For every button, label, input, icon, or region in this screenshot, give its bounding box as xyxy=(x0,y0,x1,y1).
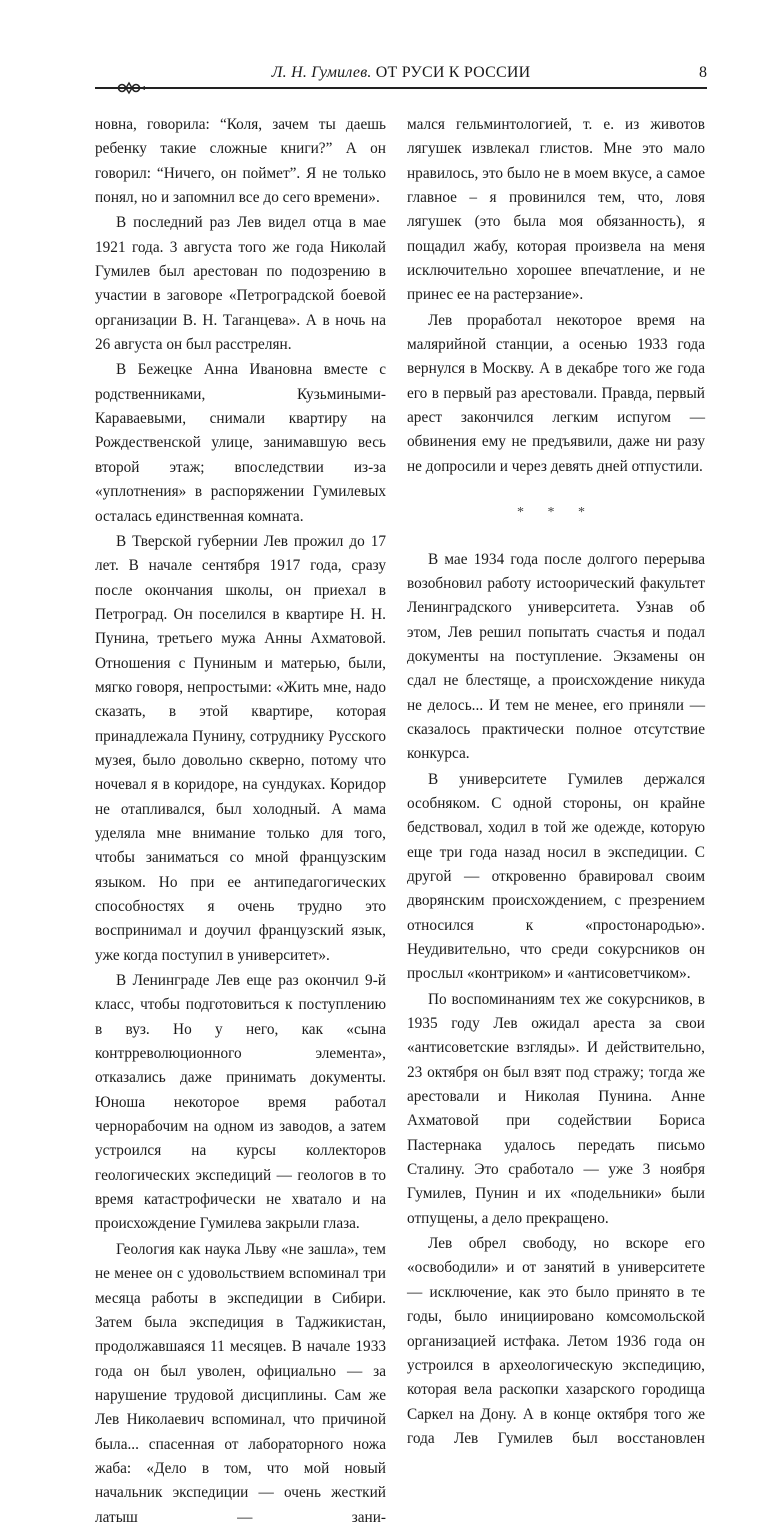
section-separator: * * * xyxy=(517,505,595,521)
running-header xyxy=(95,62,707,86)
paragraph: В университете Гумилев держался особняком. С одной стороны, он крайне бедствовал, ходил в той же одежде, которую еще три года назад носил в экспедиции. С другой — откровенно бравировал своим дворянским происхождением, с презрением относился к «простонародью». Неудивительно, что среди сокурсников он прослыл «контриком» и «антисоветчиком». xyxy=(407,770,705,983)
paragraph: В Бежецке Анна Ивановна вместе с родственниками, Кузьмиными-Караваевыми, снимали квартиру на Рождественской улице, занимавшую весь второй этаж; впоследствии из-за «уплотнения» в распоряжении Гумилевых осталась единственная комната. xyxy=(95,361,386,525)
book-title: ОТ РУСИ К РОССИИ xyxy=(375,64,531,81)
paragraph: Лев обрел свободу, но вскоре его «освободили» и от занятий в университете — исключение, как это было принято в те годы, было инициировано комсомольской организацией истфака. Летом 1936 года он устроился в археологическую экспедицию, которая вела раскопки хазарского городища Саркел на Дону. А в конце октября того же года Лев Гумилев был восстановлен xyxy=(407,1235,705,1447)
paragraph: В последний раз Лев видел отца в мае 1921 года. 3 августа того же года Николай Гумилев был арестован по подозрению в участии в заговоре «Петроградской боевой организации В. Н. Таганцева». А в ночь на 26 августа он был расстрелян. xyxy=(95,214,386,354)
paragraph: новна, говорила: “Коля, зачем ты даешь ребенку такие сложные книги?” А он говорил: “Ничего, он поймет”. Я не только понял, но и запомнил все до сего времени». xyxy=(95,116,386,207)
paragraph: В Ленинграде Лев еще раз окончил 9-й класс, чтобы подготовиться к поступлению в вуз. Но у него, как «сына контрреволюционного элемента», отказались даже принимать документы. Юноша некоторое время работал чернорабочим на одном из заводов, а затем устроился на курсы коллекторов геологических экспедиций — геологов в то время катастрофически не хватало и на происхождение Гумилева закрыли глаза. xyxy=(95,972,386,1233)
running-title xyxy=(95,64,707,82)
paragraph: В Тверской губернии Лев прожил до 17 лет. В начале сентября 1917 года, сразу после окончания школы, он приехал в Петроград. Он поселился в квартире Н. Н. Пунина, третьего мужа Анны Ахматовой. Отношения с Пуниным и матерью, были, мягко говоря, непростыми: «Жить мне, надо сказать, в этой квартире, которая принадлежала Пунину, сотруднику Русского музея, было довольно скверно, потому что ночевал я в коридоре, на сундуках. Коридор не отапливался, был холодный. А мама уделяла мне внимание только для того, чтобы заниматься со мной французским языком. Но при ее антипедагогических способностях я очень трудно это воспринимал и доучил французский язык, уже когда поступил в университет». xyxy=(95,532,386,964)
header-rule xyxy=(95,87,707,89)
paragraph: Геология как наука Льву «не зашла», тем не менее он с удовольствием вспоминал три месяца работы в экспедиции в Сибири. Затем была экспедиция в Таджикистан, продолжавшаяся 11 месяцев. В начале 1933 года он был уволен, официально — за нарушение трудовой дисциплины. Сам же Лев Николаевич вспоминал, что причиной была... спасенная от лабораторного ножа жаба: «Дело в том, что мой новый начальник экспедиции — очень жесткий латыш — зани- xyxy=(95,1240,386,1526)
paragraph: мался гельминтологией, т. е. из животов лягушек извлекал глистов. Мне это мало нравилось, это было не в моем вкусе, а самое главное – я провинился тем, что, ловя лягушек (это была моя обязанность), я пощадил жабу, которая произвела на меня исключительно хорошее впечатление, и не принес ее на растерзание». xyxy=(407,116,705,304)
paragraph: Лев проработал некоторое время на малярийной станции, а осенью 1933 года вернулся в Москву. А в декабре того же года его в первый раз арестовали. Правда, первый арест закончился легким испугом — обвинения ему не предъявили, даже ни разу не допросили и через девять дней отпустили. xyxy=(407,311,705,475)
right-column xyxy=(407,113,705,1452)
page-number: 8 xyxy=(699,64,707,81)
left-column xyxy=(95,113,386,1531)
author-name: Л. Н. Гумилев. xyxy=(271,64,372,81)
paragraph: По воспоминаниям тех же сокурсников, в 1935 году Лев ожидал ареста за свои «антисоветские взгляды». И действительно, 23 октября он был взят под стражу; тогда же арестовали и Николая Пунина. Анне Ахматовой при содействии Бориса Пастернака удалось передать письмо Сталину. Это сработало — уже 3 ноября Гумилев, Пунин и их «подельники» были отпущены, а дело прекращено. xyxy=(407,990,705,1227)
paragraph: В мае 1934 года после долгого перерыва возобновил работу истоорический факультет Ленинградского университета. Узнав об этом, Лев решил попытать счастья и подал документы на поступление. Экзамены он сдал не блестяще, а происхождение никуда не делось... И тем не менее, его приняли — сказалось практически полное отсутствие конкурса. xyxy=(407,550,705,763)
